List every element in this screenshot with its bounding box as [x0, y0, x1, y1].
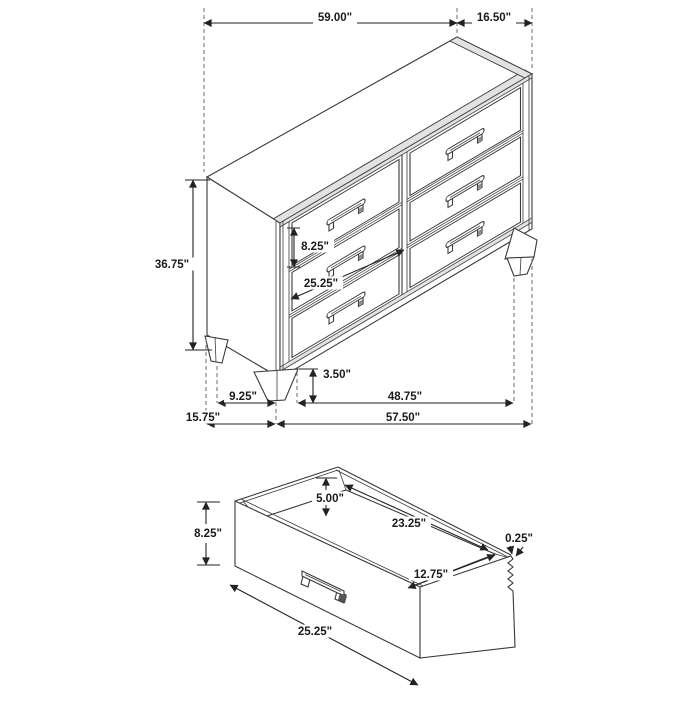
dim-drawerbox-front-width: 25.25" — [297, 626, 333, 638]
dim-base-width: 57.50" — [385, 412, 421, 424]
dim-foot-height: 3.50" — [323, 369, 351, 381]
dim-drawerbox-inner-height: 5.00" — [316, 493, 344, 505]
dim-drawerbox-inner-length: 23.25" — [391, 518, 427, 530]
dim-drawerbox-inner-depth: 12.75" — [413, 569, 449, 581]
dim-foot-spacing: 9.25" — [229, 391, 257, 403]
dim-drawerbox-thickness: 0.25" — [505, 533, 533, 545]
dim-top-depth: 16.50" — [476, 12, 512, 24]
drawer-box-diagram — [189, 467, 537, 685]
dim-drawer-face-width: 25.25" — [303, 278, 339, 290]
dresser-diagram — [150, 8, 537, 424]
dim-base-depth: 15.75" — [185, 412, 221, 424]
dim-drawer-face-height: 8.25" — [301, 241, 329, 253]
dim-height: 36.75" — [154, 259, 190, 271]
dim-drawerbox-front-height: 8.25" — [194, 528, 222, 540]
dim-feet-span: 48.75" — [387, 391, 423, 403]
dim-top-width: 59.00" — [317, 12, 353, 24]
